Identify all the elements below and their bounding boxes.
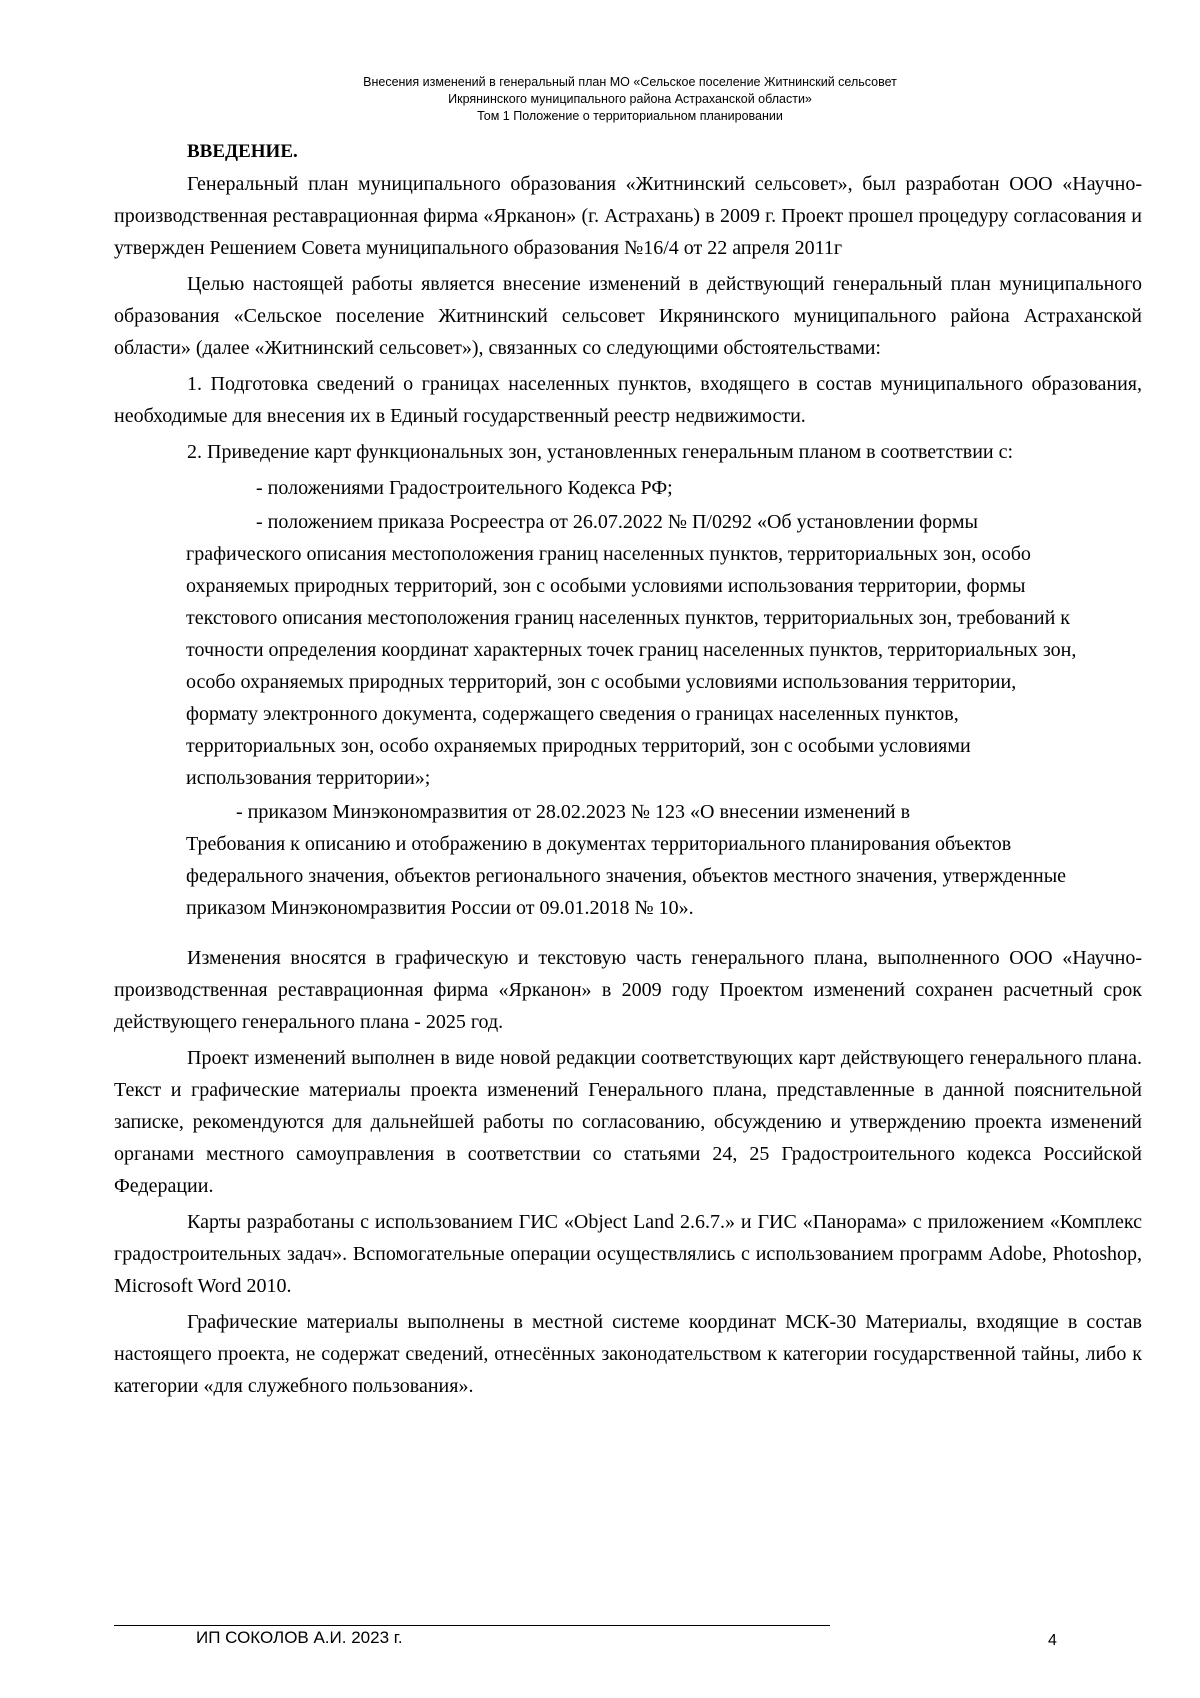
paragraph-5: Карты разработаны с использованием ГИС «Object Land 2.6.7.» и ГИС «Панорама» с приложением «Комплекс градостроительных задач». Вспомогательные операции осуществлялись с использованием программ Adobe, Photoshop, Microsoft Word 2010. [114, 1211, 1142, 1297]
paragraph-2: Целью настоящей работы является внесение изменений в действующий генеральный план муниципального образования «Сельское поселение Житнинский сельсовет Икрянинского муниципального района Астраханской области» (далее «Житнинский сельсовет»), связанных со следующими обстоятельствами: [114, 273, 1142, 359]
paragraph-4: Проект изменений выполнен в виде новой редакции соответствующих карт действующего генерального плана. Текст и графические материалы проекта изменений Генерального плана, представленные в данной пояснительной записке, рекомендуются для дальнейшей работы по согласованию, обсуждению и утверждению проекта изменений органами местного самоуправления в соответствии со статьями 24, 25 Градостроительного кодекса Российской Федерации. [114, 1047, 1142, 1197]
footer-rule [114, 1625, 830, 1626]
paragraph-6: Графические материалы выполнены в местной системе координат МСК-30 Материалы, входящие в состав настоящего проекта, не содержат сведений, отнесённых законодательством к категории государственной тайны, либо к категории «для служебного пользования». [114, 1311, 1142, 1397]
document-body [114, 136, 1142, 1402]
dash-item-2 [114, 506, 1142, 794]
dash-item-1-text: - положениями Градостроительного Кодекса РФ; [256, 477, 673, 499]
dash-item-2-rest: графического описания местоположения границ населенных пунктов, территориальных зон, особо охраняемых природных территорий, зон с особыми условиями использования территории, формы текстового описания местоположения границ населенных пунктов, территориальных зон, требований к точности определения координат характерных точек границ населенных пунктов, территориальных зон, особо охраняемых природных территорий, зон с особыми условиями использования территории, формату электронного документа, содержащего сведения о границах населенных пунктов, территориальных зон, особо охраняемых природных территорий, зон с особыми условиями использования территории»; [186, 543, 1077, 789]
paragraph-3: Изменения вносятся в графическую и текстовую часть генерального плана, выполненного ООО «Научно-производственная реставрационная фирма «Ярканон» в 2009 году Проектом изменений сохранен расчетный срок действующего генерального плана - 2025 год. [114, 947, 1142, 1033]
section-heading: ВВЕДЕНИЕ. [187, 141, 298, 162]
dash-item-3-first-line: - приказом Минэкономразвития от 28.02.2023 № 123 «О внесении изменений в [236, 801, 911, 823]
page-number: 4 [1048, 1632, 1057, 1649]
list-item-2: 2. Приведение карт функциональных зон, установленных генеральным планом в соответствии с: [187, 441, 1014, 463]
header-line-1: Внесения изменений в генеральный план МО «Сельское поселение Житнинский сельсовет [363, 75, 897, 89]
paragraph-1: Генеральный план муниципального образования «Житнинский сельсовет», был разработан ООО «Научно-производственная реставрационная фирма «Ярканон» (г. Астрахань) в 2009 г. Проект прошел процедуру согласования и утвержден Решением Совета муниципального образования №16/4 от 22 апреля 2011г [114, 173, 1142, 259]
dash-item-1 [114, 472, 1142, 504]
dash-item-3-rest: Требования к описанию и отображению в документах территориального планирования объектов федерального значения, объектов регионального значения, объектов местного значения, утвержденные приказом Минэкономразвития России от 09.01.2018 № 10». [186, 833, 1067, 919]
footer-author: ИП СОКОЛОВ А.И. 2023 г. [196, 1628, 403, 1647]
list-item-1: 1. Подготовка сведений о границах населенных пунктов, входящего в состав муниципального образования, необходимые для внесения их в Единый государственный реестр недвижимости. [114, 373, 1142, 427]
header-line-2: Икрянинского муниципального района Астраханской области» [448, 92, 812, 106]
running-header [0, 74, 1200, 125]
header-line-3: Том 1 Положение о территориальном планировании [477, 109, 783, 123]
dash-item-3 [114, 796, 1142, 924]
dash-item-2-first-line: - положением приказа Росреестра от 26.07.2022 № П/0292 «Об установлении формы [256, 511, 978, 533]
